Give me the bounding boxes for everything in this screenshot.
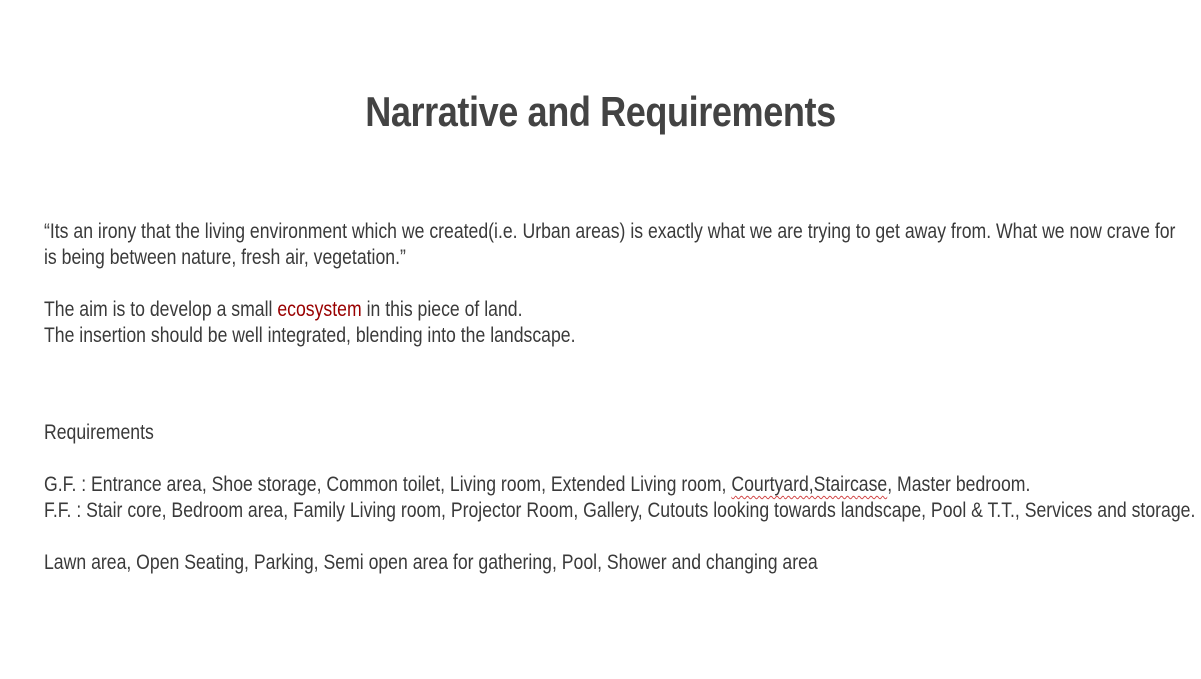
ecosystem-highlight: ecosystem <box>277 298 362 321</box>
outdoor-requirements: Lawn area, Open Seating, Parking, Semi open area for gathering, Pool, Shower and changing area <box>44 551 818 574</box>
spacer <box>44 524 1010 550</box>
ground-floor-requirements <box>44 472 1195 498</box>
gf-suffix: , Master bedroom. <box>887 473 1031 496</box>
slide-title: Narrative and Requirements <box>365 88 836 135</box>
aim-line-2: The insertion should be well integrated, blending into the landscape. <box>44 324 576 347</box>
aim-prefix: The aim is to develop a small <box>44 298 278 321</box>
slide-body <box>44 219 1196 576</box>
spacer <box>44 349 1010 420</box>
quote-line-2: is being between nature, fresh air, vegetation.” <box>44 246 406 269</box>
aim-line-1 <box>44 297 1195 323</box>
first-floor-requirements: F.F. : Stair core, Bedroom area, Family Living room, Projector Room, Gallery, Cutouts looking towards landscape, Pool & T.T., Services and storage. <box>44 499 1196 522</box>
quote-line-1: “Its an irony that the living environment which we created(i.e. Urban areas) is exactly what we are trying to get away from. What we now crave for <box>44 220 1176 243</box>
aim-suffix: in this piece of land. <box>361 298 523 321</box>
spellcheck-flagged-text: Courtyard,Staircase <box>731 473 888 496</box>
requirements-heading: Requirements <box>44 421 154 444</box>
spacer <box>44 271 1010 297</box>
spacer <box>44 446 1010 472</box>
gf-prefix: G.F. : Entrance area, Shoe storage, Common toilet, Living room, Extended Living room, <box>44 473 732 496</box>
